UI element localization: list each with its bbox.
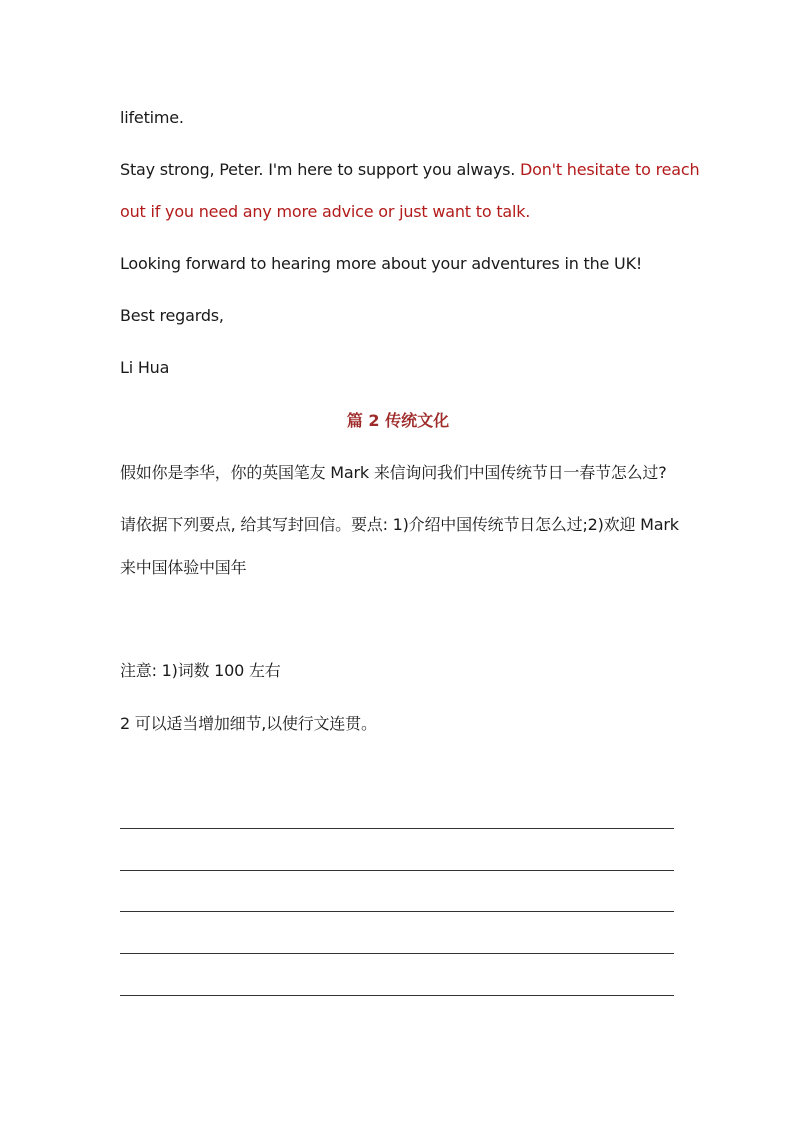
letter-line-looking-forward: Looking forward to hearing more about your adventures in the UK! bbox=[120, 254, 643, 273]
note-line-2: 2 可以适当增加细节,以使行文连贯。 bbox=[120, 714, 377, 733]
answer-line-4 bbox=[120, 953, 674, 954]
answer-line-1 bbox=[120, 828, 674, 829]
letter-signature: Li Hua bbox=[120, 358, 170, 377]
answer-line-2 bbox=[120, 870, 674, 871]
prompt-line-1: 假如你是李华，你的英国笔友 Mark 来信询问我们中国传统节日一春节怎么过? bbox=[120, 463, 667, 482]
prompt-line-2: 请依据下列要点, 给其写封回信。要点: 1)介绍中国传统节日怎么过;2)欢迎 Mark bbox=[120, 515, 679, 534]
letter-line-stay-strong bbox=[120, 160, 699, 180]
document-page bbox=[120, 0, 700, 1123]
answer-line-3 bbox=[120, 911, 674, 912]
note-line-1: 注意: 1)词数 100 左右 bbox=[120, 661, 281, 680]
section-title: 篇 2 传统文化 bbox=[346, 411, 450, 430]
answer-line-5 bbox=[120, 995, 674, 996]
letter-line-reach-out: out if you need any more advice or just want to talk. bbox=[120, 202, 531, 221]
letter-text-red: Don't hesitate to reach bbox=[520, 160, 700, 179]
letter-text-black: Stay strong, Peter. I'm here to support you always. bbox=[120, 160, 520, 179]
prompt-line-3: 来中国体验中国年 bbox=[120, 558, 247, 577]
letter-line-lifetime: lifetime. bbox=[120, 108, 184, 127]
letter-closing: Best regards, bbox=[120, 306, 224, 325]
